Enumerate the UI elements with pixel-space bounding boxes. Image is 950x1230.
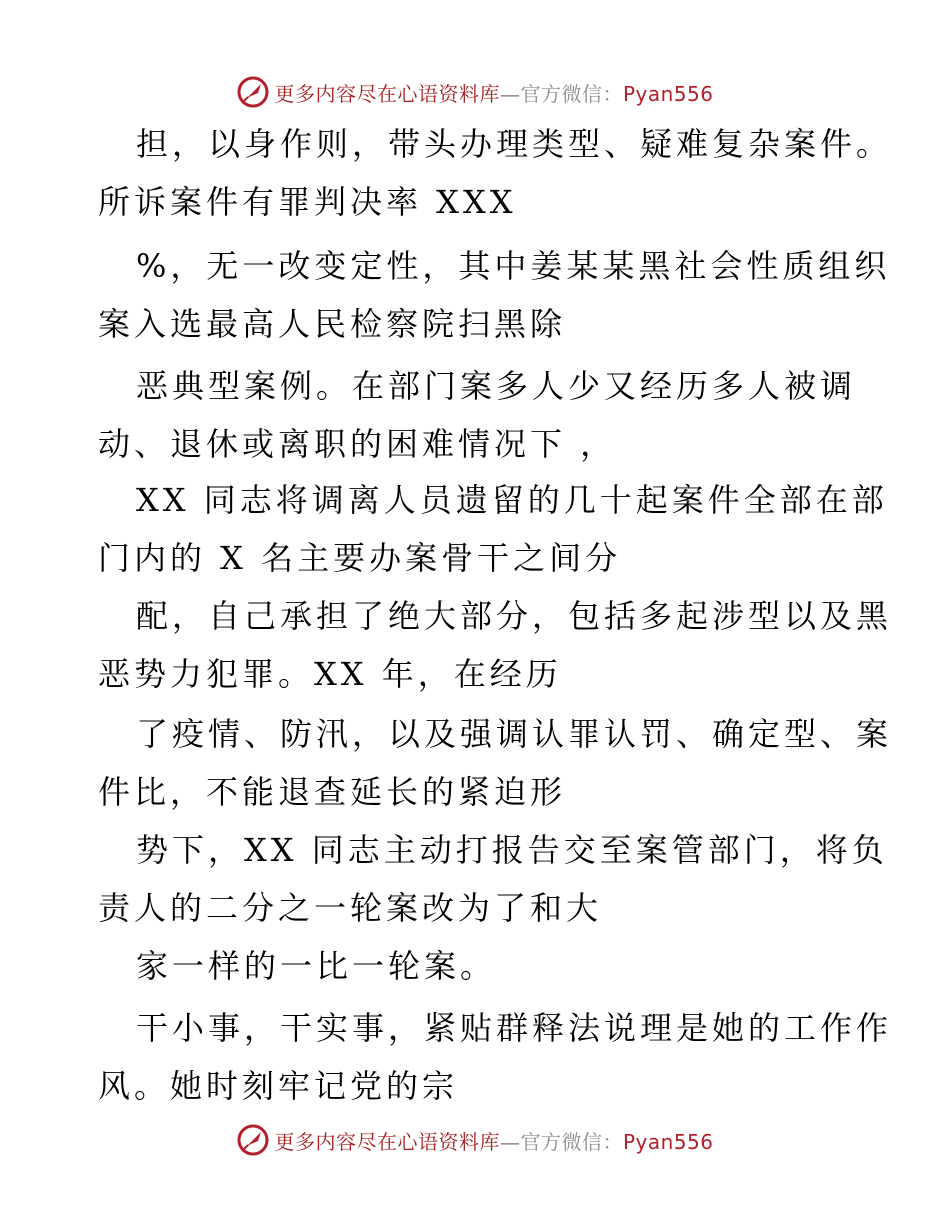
text-line-3: %，无一改变定性，其中姜某某黑社会性质组织 (136, 247, 891, 285)
text-line-2: 所诉案件有罪判决率 XXX (98, 183, 517, 221)
watermark-text (274, 78, 713, 107)
text-line-6: 动、退休或离职的困难情况下 ， (98, 425, 617, 463)
watermark-text (274, 1126, 713, 1155)
watermark-wechat-label: 官方微信： (520, 81, 623, 106)
watermark-wechat-id: Pyan556 (622, 1129, 714, 1154)
watermark-site: 更多内容尽在心语资料库 (274, 1129, 500, 1154)
text-line-13: 势下，XX 同志主动打报告交至案管部门，将负 (136, 831, 888, 869)
text-line-11: 了疫情、防汛，以及强调认罪认罚、确定型、案 (136, 715, 893, 753)
text-line-7: XX 同志将调离人员遗留的几十起案件全部在部 (136, 481, 888, 519)
watermark-site: 更多内容尽在心语资料库 (274, 81, 500, 106)
text-line-1: 担，以身作则，带头办理类型、疑难复杂案件。 (136, 125, 893, 163)
header-watermark (0, 72, 950, 112)
text-line-15: 家一样的一比一轮案。 (136, 947, 497, 985)
text-line-16: 干小事，干实事，紧贴群释法说理是她的工作作 (136, 1009, 893, 1047)
text-line-5: 恶典型案例。在部门案多人少又经历多人被调 (136, 367, 857, 405)
watermark-wechat-id: Pyan556 (622, 81, 714, 106)
footer-watermark (0, 1120, 950, 1160)
quill-logo-icon (236, 75, 270, 109)
text-line-17: 风。她时刻牢记党的宗 (98, 1067, 459, 1105)
text-line-9: 配，自己承担了绝大部分，包括多起涉型以及黑 (136, 597, 893, 635)
text-line-10: 恶势力犯罪。XX 年，在经历 (98, 655, 562, 693)
watermark-separator: — (499, 1129, 521, 1154)
watermark-wechat-label: 官方微信： (520, 1129, 623, 1154)
text-line-14: 责人的二分之一轮案改为了和大 (98, 889, 603, 927)
text-line-8: 门内的 X 名主要办案骨干之间分 (98, 539, 622, 577)
quill-logo-icon (236, 1123, 270, 1157)
text-line-12: 件比，不能退查延长的紧迫形 (98, 773, 567, 811)
text-line-4: 案入选最高人民检察院扫黑除 (98, 305, 567, 343)
watermark-separator: — (499, 81, 521, 106)
